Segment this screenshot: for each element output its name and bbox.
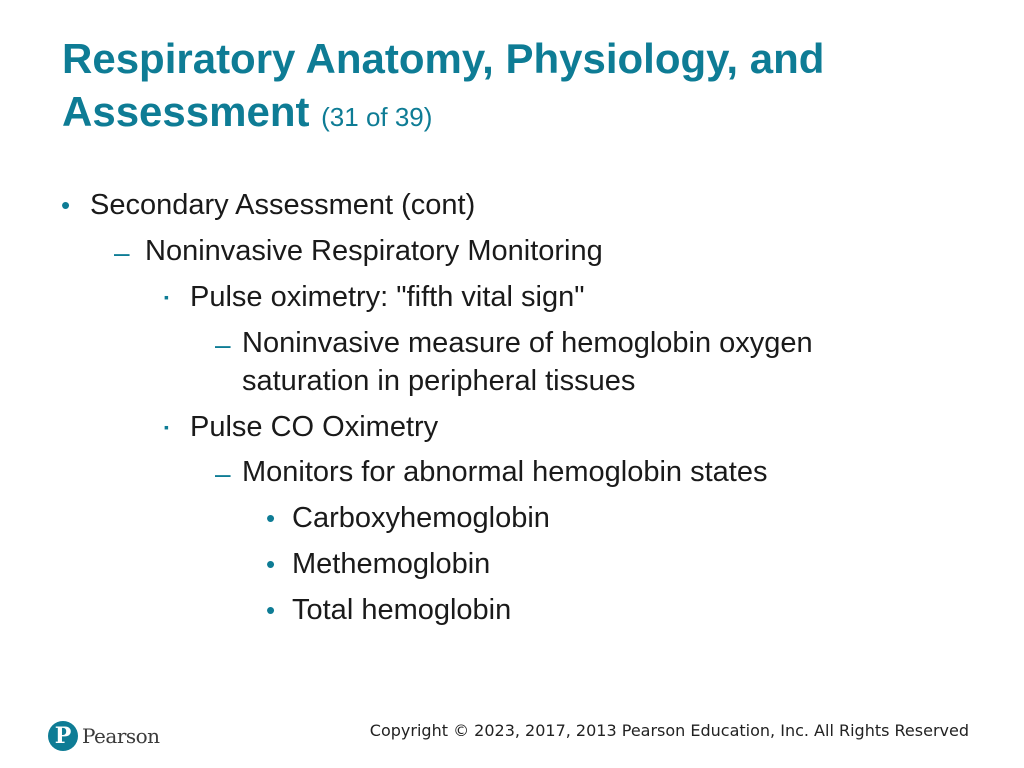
bullet-item-noninvasive-measure-continuation: saturation in peripheral tissues (242, 365, 636, 397)
bullet-dash-icon: – (215, 458, 231, 489)
slide-title-text: Respiratory Anatomy, Physiology, and Assessment (62, 35, 825, 135)
bullet-item-noninvasive-measure: Noninvasive measure of hemoglobin oxygen (242, 327, 813, 359)
bullet-item-carboxyhemoglobin: Carboxyhemoglobin (292, 502, 550, 534)
bullet-item-pulse-co-oximetry: Pulse CO Oximetry (190, 411, 439, 443)
bullet-item-pulse-oximetry: Pulse oximetry: "fifth vital sign" (190, 281, 585, 313)
bullet-item-total-hemoglobin: Total hemoglobin (292, 594, 512, 626)
bullet-item-methemoglobin: Methemoglobin (292, 548, 491, 580)
pearson-p-icon: P (48, 721, 78, 751)
bullet-item-secondary-assessment: Secondary Assessment (cont) (90, 189, 476, 221)
bullet-dash-icon: – (114, 237, 130, 268)
slide-title (62, 32, 962, 144)
copyright-notice: Copyright © 2023, 2017, 2013 Pearson Education, Inc. All Rights Reserved (369, 721, 969, 740)
bullet-item-noninvasive-monitoring: Noninvasive Respiratory Monitoring (145, 235, 603, 267)
bullet-square-icon: ▪ (164, 289, 169, 305)
slide-counter: (31 of 39) (321, 102, 433, 132)
bullet-dash-icon: – (215, 329, 231, 360)
bullet-dot-icon: • (266, 595, 276, 625)
bullet-dot-icon: • (61, 190, 71, 220)
pearson-wordmark: Pearson (82, 724, 160, 748)
bullet-square-icon: ▪ (164, 419, 169, 435)
bullet-dot-icon: • (266, 503, 276, 533)
pearson-logo (48, 718, 160, 754)
bullet-item-monitors-abnormal: Monitors for abnormal hemoglobin states (242, 456, 768, 488)
bullet-dot-icon: • (266, 549, 276, 579)
